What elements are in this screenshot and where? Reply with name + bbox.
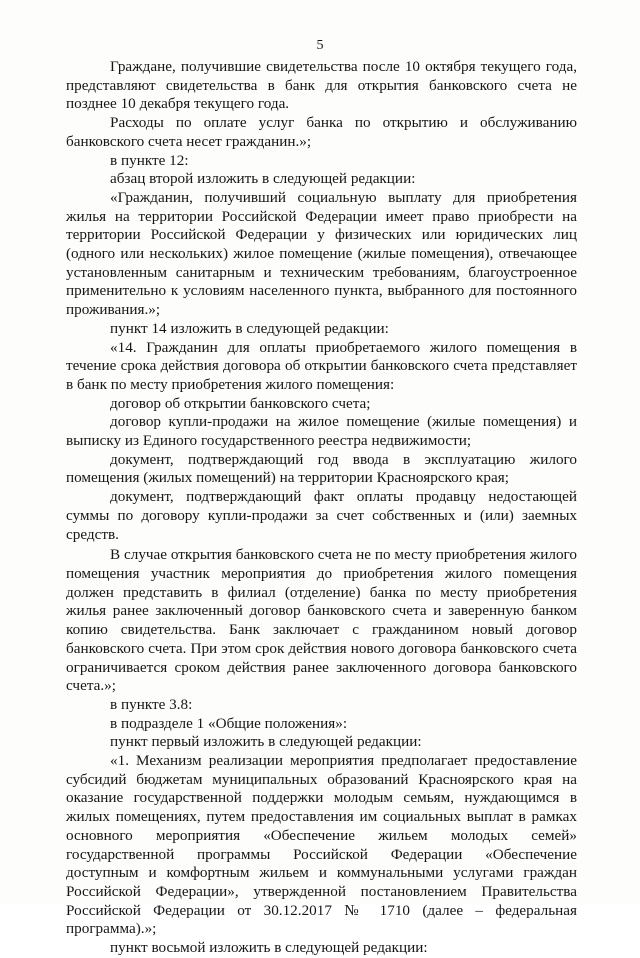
paragraph-point-14-intro: пункт 14 изложить в следующей редакции: [110, 319, 389, 337]
paragraph-mechanism: «1. Механизм реализации мероприятия предполагает предоставление субсидий бюджетам муниципальных образований Красноярского края на оказание государственной поддержки молодым семьям, нуждающимся в жилых помещениях, путем предоставления им социальных выплат в рамках основного мероприятия «Обеспечение жильем молодых семей» государственной программы Российской Федерации «Обеспечение доступным и комфортным жильем и коммунальными услугами граждан Российской Федерации», утвержденной постановлением Правительства Российской Федерации от 30.12.2017 № 1710 (далее – федеральная программа).»; [66, 752, 577, 938]
list-item-payment-document: документ, подтверждающий факт оплаты продавцу недостающей суммы по договору купли-продажи за счет собственных и (или) заемных средств. [66, 488, 577, 543]
paragraph-bank-fees: Расходы по оплате услуг банка по открытию и обслуживанию банковского счета несет гражданин.»; [66, 114, 577, 150]
paragraph-abzac-second: абзац второй изложить в следующей редакции: [110, 170, 416, 188]
paragraph-point-3-8: в пункте 3.8: [110, 695, 193, 713]
paragraph-point-eighth-intro: пункт восьмой изложить в следующей редакции: [110, 939, 428, 957]
document-body [66, 58, 577, 958]
paragraph-account-elsewhere: В случае открытия банковского счета не по месту приобретения жилого помещения участник мероприятия до приобретения жилого помещения должен представить в филиал (отделение) банка по месту приобретения жилья ранее заключенный договор банковского счета и заверенную банком копию свидетельства. Банк заключает с гражданином новый договор банковского счета. При этом срок действия нового договора банковского счета ограничивается сроком действия ранее заключенного договора банковского счета.»; [66, 546, 577, 695]
page-number: 5 [316, 38, 324, 53]
paragraph-point-12: в пункте 12: [110, 151, 189, 169]
paragraph-point-first-intro: пункт первый изложить в следующей редакции: [110, 733, 422, 751]
paragraph-citizen-housing: «Гражданин, получивший социальную выплату для приобретения жилья на территории Российской Федерации имеет право приобрести на территории Российской Федерации у физических или юридических лиц (одного или нескольких) жилое помещение (жилые помещения), отвечающее установленным санитарным и техническим требованиям, благоустроенное применительно к условиям населенного пункта, выбранного для постоянного проживания.»; [66, 188, 577, 319]
paragraph-certificates-deadline: Граждане, получившие свидетельства после 10 октября текущего года, представляют свидетельства в банк для открытия банковского счета не позднее 10 декабря текущего года. [66, 58, 577, 113]
paragraph-point-14: «14. Гражданин для оплаты приобретаемого жилого помещения в течение срока действия договора об открытии банковского счета представляет в банк по месту приобретения жилого помещения: [66, 338, 577, 393]
list-item-commissioning-document: документ, подтверждающий год ввода в эксплуатацию жилого помещения (жилых помещений) на территории Красноярского края; [66, 450, 577, 487]
list-item-sale-contract: договор купли-продажи на жилое помещение (жилые помещения) и выписку из Единого государственного реестра недвижимости; [66, 413, 577, 450]
list-item-account-agreement: договор об открытии банковского счета; [110, 394, 371, 412]
paragraph-subsection-1: в подразделе 1 «Общие положения»: [110, 714, 348, 732]
